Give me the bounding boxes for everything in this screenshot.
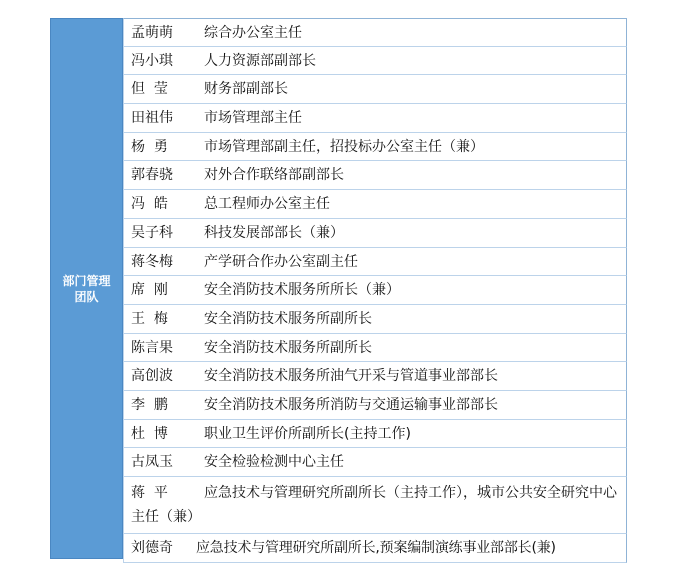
member-title: 安全消防技术服务所所长（兼） bbox=[204, 282, 400, 299]
member-title: 对外合作联络部副部长 bbox=[204, 167, 344, 184]
member-row bbox=[123, 18, 627, 47]
member-row bbox=[123, 219, 627, 248]
section-label: 部门管理团队 bbox=[62, 273, 111, 304]
member-title: 职业卫生评价所副所长(主持工作) bbox=[204, 425, 411, 442]
member-row bbox=[123, 133, 627, 162]
member-name: 席 刚 bbox=[131, 282, 168, 299]
member-name: 李 鹏 bbox=[131, 396, 168, 413]
member-row bbox=[123, 534, 627, 563]
member-row bbox=[123, 104, 627, 133]
member-row bbox=[123, 161, 627, 190]
member-title: 科技发展部部长（兼） bbox=[204, 224, 344, 241]
member-name: 高创波 bbox=[131, 368, 173, 385]
member-row bbox=[123, 305, 627, 334]
member-title: 市场管理部主任 bbox=[204, 110, 302, 127]
member-name: 但 莹 bbox=[131, 81, 168, 98]
member-row bbox=[123, 248, 627, 277]
member-name: 蒋 平 bbox=[131, 485, 168, 501]
member-title: 安全消防技术服务所消防与交通运输事业部部长 bbox=[204, 396, 498, 413]
member-row bbox=[123, 448, 627, 477]
member-row bbox=[123, 391, 627, 420]
member-name: 冯 皓 bbox=[131, 196, 168, 213]
member-row bbox=[123, 334, 627, 363]
member-row bbox=[123, 477, 627, 534]
member-row bbox=[123, 190, 627, 219]
member-title: 应急技术与管理研究所副所长,预案编制演练事业部部长(兼) bbox=[196, 540, 556, 557]
member-title: 产学研合作办公室副主任 bbox=[204, 253, 358, 270]
member-title: 财务部副部长 bbox=[204, 81, 288, 98]
member-title: 应急技术与管理研究所副所长（主持工作），城市公共安全研究中心主任（兼） bbox=[131, 485, 617, 525]
member-name: 古凤玉 bbox=[131, 454, 173, 471]
member-title: 市场管理部副主任，招投标办公室主任（兼） bbox=[204, 138, 484, 155]
member-list bbox=[123, 18, 627, 563]
member-title: 总工程师办公室主任 bbox=[204, 196, 330, 213]
member-title: 安全消防技术服务所油气开采与管道事业部部长 bbox=[204, 368, 498, 385]
section-label-cell bbox=[50, 18, 123, 559]
member-name: 蒋冬梅 bbox=[131, 253, 173, 270]
member-name: 王 梅 bbox=[131, 310, 168, 327]
member-title: 安全消防技术服务所副所长 bbox=[204, 339, 372, 356]
member-name: 郭春骁 bbox=[131, 167, 173, 184]
member-name: 吴子科 bbox=[131, 224, 173, 241]
member-name: 刘德奇 bbox=[131, 540, 173, 557]
member-row bbox=[123, 47, 627, 76]
member-row bbox=[123, 420, 627, 449]
member-title: 人力资源部副部长 bbox=[204, 52, 316, 69]
member-title: 综合办公室主任 bbox=[204, 25, 302, 41]
member-title: 安全检验检测中心主任 bbox=[204, 454, 344, 471]
member-name: 冯小琪 bbox=[131, 52, 173, 69]
member-name: 田祖伟 bbox=[131, 110, 173, 127]
member-name: 杜 博 bbox=[131, 425, 168, 442]
member-name: 陈言果 bbox=[131, 339, 173, 356]
member-name: 孟萌萌 bbox=[131, 25, 173, 41]
member-row bbox=[123, 75, 627, 104]
member-row bbox=[123, 362, 627, 391]
member-title: 安全消防技术服务所副所长 bbox=[204, 310, 372, 327]
member-row bbox=[123, 276, 627, 305]
member-name: 杨 勇 bbox=[131, 138, 168, 155]
